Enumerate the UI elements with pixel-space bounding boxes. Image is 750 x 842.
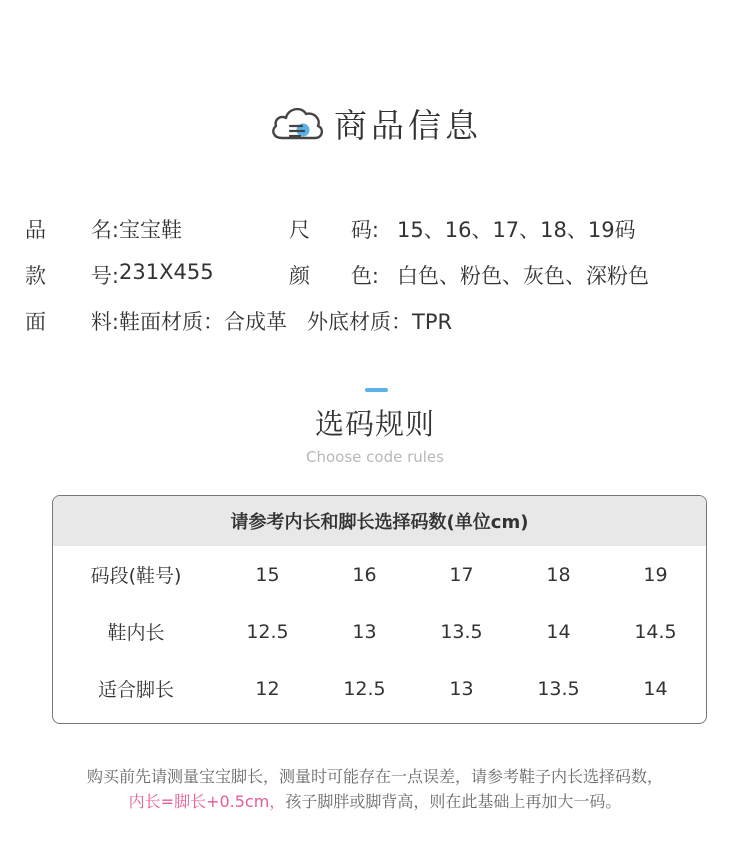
footer-highlight: 内长=脚长+0.5cm， bbox=[128, 792, 286, 811]
size-table bbox=[52, 495, 707, 724]
info-label: 尺 码: bbox=[289, 218, 379, 242]
section-title: 选码规则 bbox=[314, 407, 435, 441]
table-cell: 15 bbox=[255, 563, 280, 586]
table-cell: 12 bbox=[255, 677, 280, 700]
page-title: 商品信息 bbox=[334, 106, 482, 145]
info-row-style bbox=[25, 252, 649, 298]
product-info bbox=[25, 206, 649, 344]
info-value: 15、16、17、18、19码 bbox=[397, 218, 636, 242]
table-cell: 17 bbox=[449, 563, 474, 586]
info-row-name bbox=[25, 206, 649, 252]
section-header bbox=[0, 100, 750, 147]
footer-line-1: 购买前先请测量宝宝脚长，测量时可能存在一点误差，请参考鞋子内长选择码数， bbox=[86, 767, 663, 786]
row-label: 适合脚长 bbox=[97, 679, 174, 701]
table-cell: 14 bbox=[643, 677, 668, 700]
table-row bbox=[53, 660, 706, 717]
info-value: 白色、粉色、灰色、深粉色 bbox=[397, 264, 649, 288]
section-subtitle: Choose code rules bbox=[306, 448, 444, 466]
cloud-icon bbox=[268, 102, 326, 146]
info-label: 品 名: bbox=[25, 218, 119, 242]
info-label: 面 料: bbox=[25, 310, 119, 334]
footer-line-2 bbox=[0, 789, 750, 814]
table-cell: 14.5 bbox=[634, 620, 677, 643]
info-value: 宝宝鞋 bbox=[119, 218, 182, 242]
table-cell: 12.5 bbox=[246, 620, 289, 643]
table-cell: 13 bbox=[449, 677, 474, 700]
table-cell: 18 bbox=[546, 563, 571, 586]
footer-line-2-rest: 孩子脚胖或脚背高，则在此基础上再加大一码。 bbox=[285, 792, 622, 811]
table-cell: 14 bbox=[546, 620, 571, 643]
table-cell: 12.5 bbox=[343, 677, 386, 700]
info-row-material bbox=[25, 298, 649, 344]
table-row bbox=[53, 603, 706, 660]
info-label: 颜 色: bbox=[289, 264, 379, 288]
row-label: 鞋内长 bbox=[107, 622, 165, 644]
table-header: 请参考内长和脚长选择码数(单位cm) bbox=[53, 496, 706, 546]
table-cell: 13.5 bbox=[440, 620, 483, 643]
footer-note bbox=[0, 764, 750, 814]
row-label: 码段(鞋号) bbox=[90, 565, 182, 587]
info-value: 鞋面材质：合成革 外底材质：TPR bbox=[119, 310, 453, 334]
table-cell: 13 bbox=[352, 620, 377, 643]
table-cell: 16 bbox=[352, 563, 377, 586]
table-cell: 13.5 bbox=[537, 677, 580, 700]
info-label: 款 号: bbox=[25, 264, 119, 288]
info-value: 231X455 bbox=[119, 260, 214, 284]
table-cell: 19 bbox=[643, 563, 668, 586]
table-row bbox=[53, 546, 706, 603]
section-accent-bar bbox=[365, 388, 388, 392]
